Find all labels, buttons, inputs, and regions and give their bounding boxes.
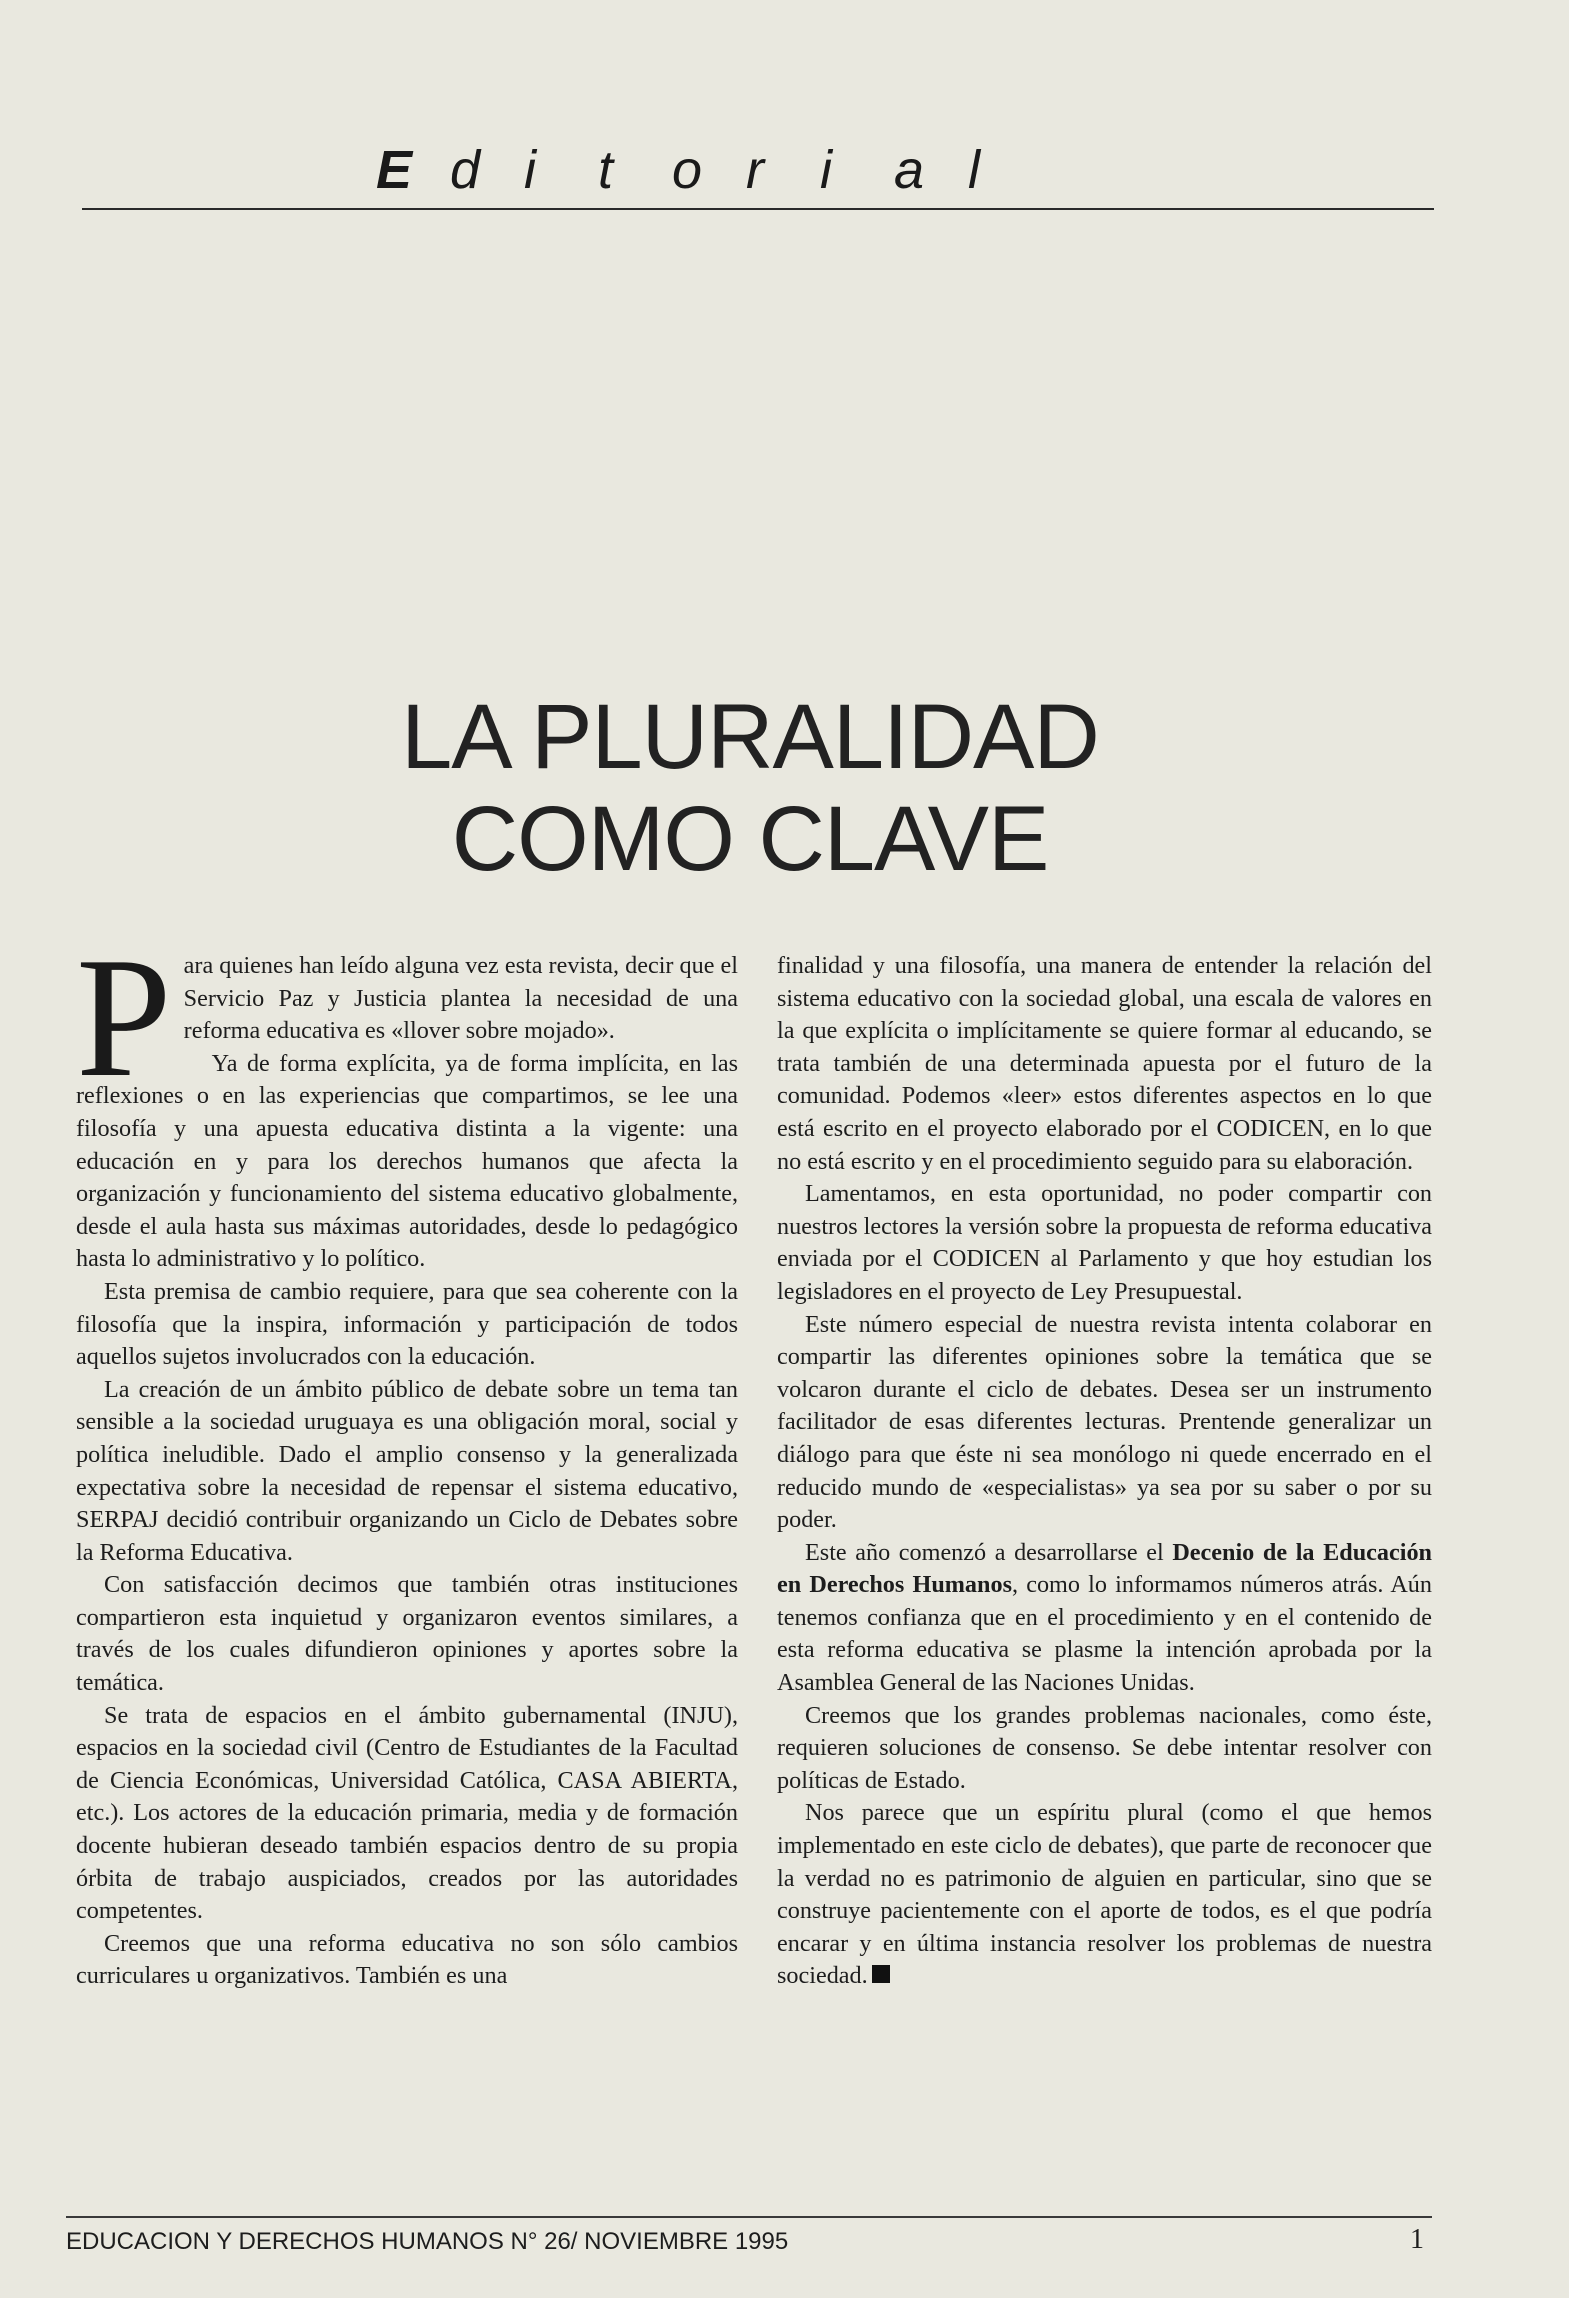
section-header-letter: t (598, 140, 614, 200)
article-title-line: COMO CLAVE (451, 788, 1049, 890)
section-header (376, 140, 1042, 200)
paragraph: Creemos que los grandes problemas nacionales, como éste, requieren soluciones de consenso. Se debe intentar resolver con políticas de Estado. (777, 1701, 1432, 1794)
section-header-letter: d (450, 140, 481, 200)
paragraph (777, 1537, 1432, 1700)
drop-cap: P (76, 923, 172, 1113)
paragraph: Ya de forma explícita, ya de forma implícita, en las reflexiones o en las experiencias que compartimos, se lee una filosofía y una apuesta educativa distinta a la vigente: una educación en y para los derechos humanos que afecta la organización y funcionamiento del sistema educativo globalmente, desde el aula hasta sus máximas autoridades, desde lo pedagógico hasta lo administrativo y lo político. (76, 1049, 738, 1273)
paragraph: finalidad y una filosofía, una manera de entender la relación del sistema educativo con la sociedad global, una escala de valores en la que explícita o implícitamente se quiere formar al educando, se trata también de una determinada apuesta por el futuro de la comunidad. Podemos «leer» estos diferentes aspectos en lo que está escrito en el proyecto elaborado por el CODICEN, en lo que no está escrito y en el procedimiento seguido para su elaboración. (777, 952, 1432, 1175)
paragraph: Creemos que una reforma educativa no son sólo cambios curriculares u organizativos. También es una (76, 1929, 738, 1990)
paragraph-text: Este año comenzó a desarrollarse el (805, 1538, 1173, 1566)
right-column (777, 950, 1432, 1993)
footer-rule (66, 2216, 1432, 2218)
paragraph: Se trata de espacios en el ámbito gubernamental (INJU), espacios en la sociedad civil (Centro de Estudiantes de la Facultad de Ciencia Económicas, Universidad Católica, CASA ABIERTA, etc.). Los actores de la educación primaria, media y de formación docente hubieran deseado también espacios dentro de su propia órbita de trabajo auspiciados, creados por las autoridades competentes. (76, 1701, 738, 1925)
section-header-letter: i (524, 140, 536, 200)
section-header-letter: i (820, 140, 832, 200)
page-number: 1 (1410, 2224, 1424, 2255)
end-mark-icon (872, 1965, 890, 1983)
paragraph-text: , como lo informamos números atrás. Aún tenemos confianza que en el procedimiento y en el contenido de esta reforma educativa se plasme la intención aprobada por la Asamblea General de las Naciones Unidas. (777, 1571, 1432, 1697)
paragraph: Con satisfacción decimos que también otras instituciones compartieron esta inquietud y organizaron eventos similares, a través de los cuales difundieron opiniones y aportes sobre la temática. (76, 1571, 738, 1697)
article-title-line: LA PLURALIDAD (401, 686, 1099, 788)
paragraph-text: ara quienes han leído alguna vez esta revista, decir que el Servicio Paz y Justicia plantea la necesidad de una reforma educativa es «llover sobre mojado». (183, 952, 738, 1045)
paragraph (76, 923, 738, 1113)
left-column (76, 923, 738, 1993)
decade-name: Decenio de la Educación en Derechos Humanos (777, 1538, 1432, 1599)
footer-publication: EDUCACION Y DERECHOS HUMANOS N° 26/ NOVIEMBRE 1995 (66, 2228, 789, 2255)
section-header-letter: o (672, 140, 703, 200)
section-header-letter: l (968, 140, 980, 200)
paragraph (777, 1797, 1432, 1993)
header-rule (82, 208, 1434, 210)
section-header-letter: r (746, 140, 764, 200)
section-header-letter: a (894, 140, 925, 200)
paragraph: Este número especial de nuestra revista intenta colaborar en compartir las diferentes opiniones sobre la temática que se volcaron durante el ciclo de debates. Desea ser un instrumento facilitador de esas diferentes lecturas. Prentende generalizar un diálogo para que éste ni sea monólogo ni quede encerrado en el reducido mundo de «especialistas» ya sea por su saber o por su poder. (777, 1310, 1432, 1534)
paragraph: Lamentamos, en esta oportunidad, no poder compartir con nuestros lectores la versión sobre la propuesta de reforma educativa enviada por el CODICEN al Parlamento y que hoy estudian los legisladores en el proyecto de Ley Presupuestal. (777, 1180, 1432, 1305)
paragraph-text: Nos parece que un espíritu plural (como el que hemos implementado en este ciclo de debates), que parte de reconocer que la verdad no es patrimonio de alguien en particular, sino que se construye pacientemente con el aporte de todos, es el que podría encarar y en última instancia resolver los problemas de nuestra sociedad. (777, 1799, 1432, 1990)
article-title (0, 686, 1500, 890)
section-header-letter: E (376, 140, 413, 200)
paragraph: La creación de un ámbito público de debate sobre un tema tan sensible a la sociedad uruguaya es una obligación moral, social y política ineludible. Dado el amplio consenso y la generalizada expectativa sobre la necesidad de repensar el sistema educativo, SERPAJ decidió contribuir organizando un Ciclo de Debates sobre la Reforma Educativa. (76, 1375, 738, 1566)
paragraph: Esta premisa de cambio requiere, para que sea coherente con la filosofía que la inspira, información y participación de todos aquellos sujetos involucrados con la educación. (76, 1277, 738, 1371)
